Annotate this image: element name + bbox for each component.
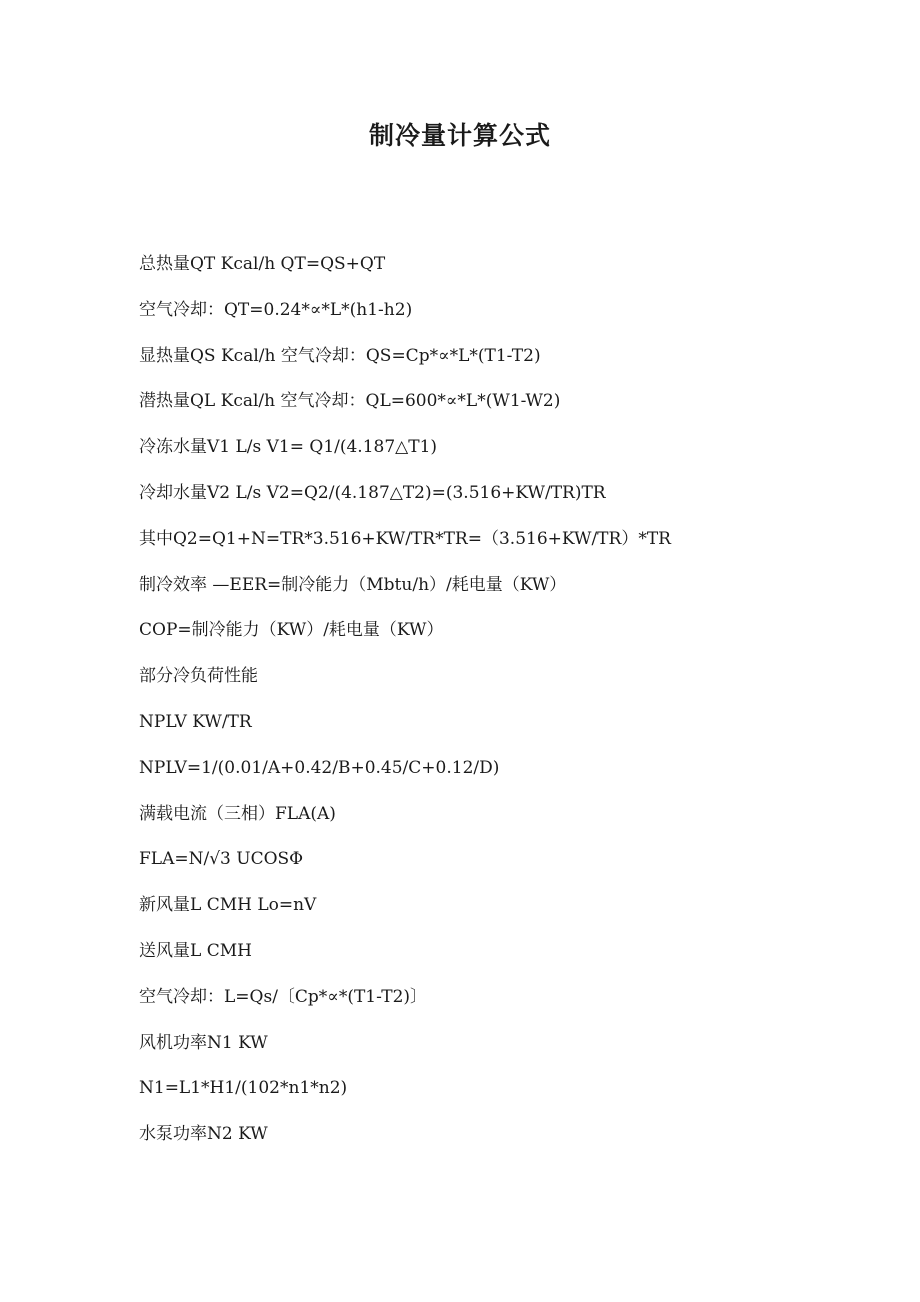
formula-line-chilled-water-flow: 冷冻水量V1 L/s V1= Q1/(4.187△T1): [139, 437, 438, 458]
formula-line-fan-power: 风机功率N1 KW: [139, 1032, 268, 1053]
document-title: 制冷量计算公式: [368, 121, 551, 150]
formula-list: [139, 250, 879, 1166]
formula-line-sensible-heat: 显热量QS Kcal/h 空气冷却：QS=Cp*∝*L*(T1-T2): [139, 345, 541, 366]
formula-line-air-cooling-l: 空气冷却：L=Qs/〔Cp*∝*(T1-T2)〕: [139, 986, 428, 1007]
formula-line-fla: FLA=N/√3 UCOSΦ: [139, 849, 304, 870]
formula-line-eer: 制冷效率 —EER=制冷能力（Mbtu/h）/耗电量（KW）: [139, 574, 567, 595]
formula-line-fresh-air: 新风量L CMH Lo=nV: [139, 895, 317, 916]
formula-line-cooling-water-flow: 冷却水量V2 L/s V2=Q2/(4.187△T2)=(3.516+KW/TR)TR: [139, 482, 606, 503]
formula-line-cop: COP=制冷能力（KW）/耗电量（KW）: [139, 620, 444, 641]
formula-line-nplv-unit: NPLV KW/TR: [139, 711, 252, 732]
formula-line-total-heat: 总热量QT Kcal/h QT=QS+QT: [139, 254, 386, 274]
formula-line-supply-air: 送风量L CMH: [139, 940, 252, 961]
formula-line-q2: 其中Q2=Q1+N=TR*3.516+KW/TR*TR=（3.516+KW/TR）*TR: [139, 528, 671, 549]
formula-line-part-load-heading: 部分冷负荷性能: [139, 666, 258, 687]
formula-line-n1: N1=L1*H1/(102*n1*n2): [139, 1078, 348, 1099]
formula-line-nplv: NPLV=1/(0.01/A+0.42/B+0.45/C+0.12/D): [139, 757, 500, 778]
formula-line-pump-power: 水泵功率N2 KW: [139, 1124, 268, 1145]
formula-line-latent-heat: 潜热量QL Kcal/h 空气冷却：QL=600*∝*L*(W1-W2): [139, 391, 561, 412]
formula-line-full-load-current: 满载电流（三相）FLA(A): [139, 803, 336, 824]
formula-line-air-cooling-qt: 空气冷却：QT=0.24*∝*L*(h1-h2): [139, 299, 413, 320]
